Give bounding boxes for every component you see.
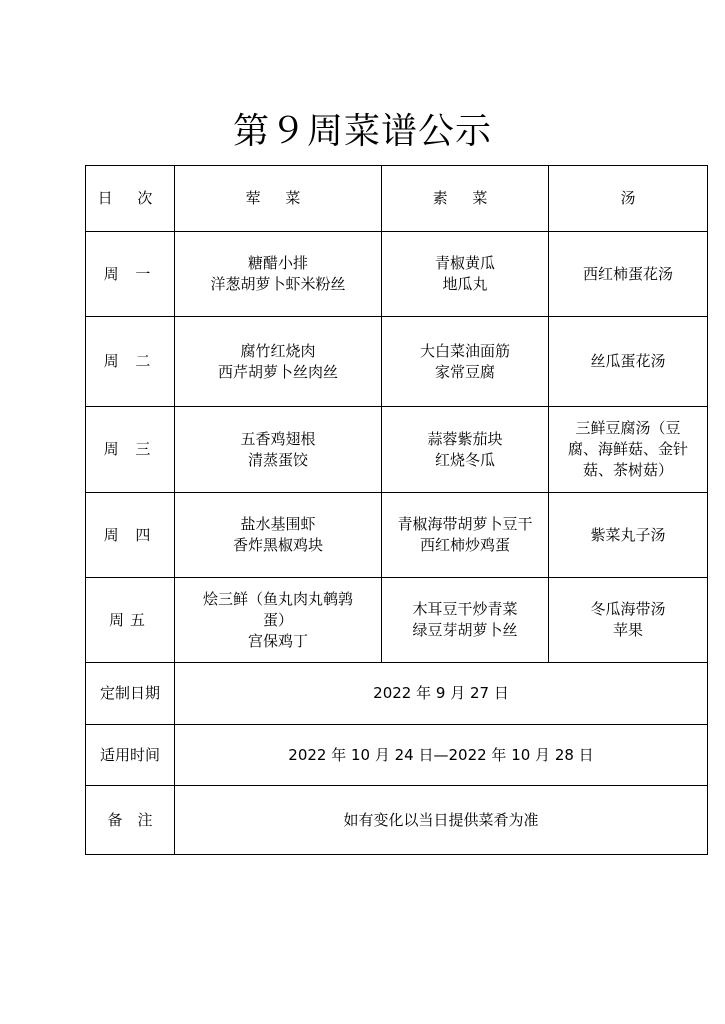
soup-dish: 紫菜丸子汤: [590, 525, 666, 544]
veg-cell: [382, 493, 549, 578]
meat-cell: [175, 578, 382, 663]
veg-dish: 蒜蓉紫茄块: [427, 429, 503, 448]
note-value: 如有变化以当日提供菜肴为准: [175, 786, 708, 855]
meat-dish: 宫保鸡丁: [247, 631, 308, 650]
soup-cell: [549, 578, 708, 663]
table-row: [86, 232, 708, 317]
veg-dish: 大白菜油面筋: [419, 341, 510, 360]
meat-cell: [175, 232, 382, 317]
day-cell: 周 一: [86, 232, 175, 317]
soup-cell: [549, 232, 708, 317]
made-date-label: 定制日期: [86, 663, 175, 725]
veg-cell: [382, 578, 549, 663]
day-rows: [86, 232, 708, 663]
header-day: 日 次: [86, 166, 175, 232]
header-veg: 素 菜: [382, 166, 549, 232]
page-title: 第９周菜谱公示: [232, 111, 492, 152]
soup-cell: [549, 407, 708, 493]
period-label: 适用时间: [86, 725, 175, 786]
day-cell: 周 三: [86, 407, 175, 493]
veg-dish: 木耳豆干炒青菜: [412, 600, 518, 618]
table-row: [86, 493, 708, 578]
soup-dish: 冬瓜海带汤: [590, 600, 666, 618]
soup-dish: 腐、海鲜菇、金针: [567, 440, 688, 458]
table-row: [86, 407, 708, 493]
veg-dish: 青椒黄瓜: [434, 254, 495, 272]
veg-cell: [382, 232, 549, 317]
meat-dish: 洋葱胡萝卜虾米粉丝: [210, 275, 346, 293]
meat-cell: [175, 317, 382, 407]
meat-cell: [175, 493, 382, 578]
note-row: [86, 786, 708, 855]
meat-dish: 清蒸蛋饺: [247, 450, 308, 469]
period-row: [86, 725, 708, 786]
veg-dish: 西红柿炒鸡蛋: [419, 536, 510, 554]
made-date-row: [86, 663, 708, 725]
meat-dish: 香炸黑椒鸡块: [232, 536, 323, 554]
veg-dish: 家常豆腐: [434, 362, 495, 381]
soup-dish: 苹果: [612, 621, 643, 639]
veg-dish: 绿豆芽胡萝卜丝: [412, 621, 518, 639]
period-value: 2022 年 10 月 24 日—2022 年 10 月 28 日: [175, 725, 708, 786]
soup-dish: 西红柿蛋花汤: [582, 264, 673, 283]
meat-dish: 蛋）: [262, 610, 293, 629]
made-date-value: 2022 年 9 月 27 日: [175, 663, 708, 725]
soup-dish: 三鲜豆腐汤（豆: [575, 419, 681, 437]
meat-dish: 五香鸡翅根: [240, 429, 316, 448]
day-cell: 周 四: [86, 493, 175, 578]
meat-dish: 糖醋小排: [247, 254, 308, 272]
veg-cell: [382, 317, 549, 407]
soup-cell: [549, 317, 708, 407]
soup-dish: 菇、茶树菇）: [582, 461, 673, 479]
day-cell: 周 二: [86, 317, 175, 407]
table-header-row: [86, 166, 708, 232]
meat-cell: [175, 407, 382, 493]
soup-cell: [549, 493, 708, 578]
veg-dish: 地瓜丸: [442, 275, 488, 293]
meat-dish: 西芹胡萝卜丝肉丝: [217, 362, 338, 381]
soup-dish: 丝瓜蛋花汤: [590, 352, 666, 370]
meat-dish: 盐水基围虾: [240, 515, 316, 533]
veg-dish: 青椒海带胡萝卜豆干: [397, 515, 533, 533]
meat-dish: 腐竹红烧肉: [240, 341, 316, 360]
menu-table: [85, 165, 708, 855]
meat-dish: 烩三鲜（鱼丸肉丸鹌鹑: [202, 589, 353, 608]
day-cell: 周五: [86, 578, 175, 663]
note-label: 备 注: [86, 786, 175, 855]
table-row: [86, 578, 708, 663]
header-soup: 汤: [549, 166, 708, 232]
veg-cell: [382, 407, 549, 493]
table-row: [86, 317, 708, 407]
header-meat: 荤 菜: [175, 166, 382, 232]
veg-dish: 红烧冬瓜: [434, 450, 495, 469]
